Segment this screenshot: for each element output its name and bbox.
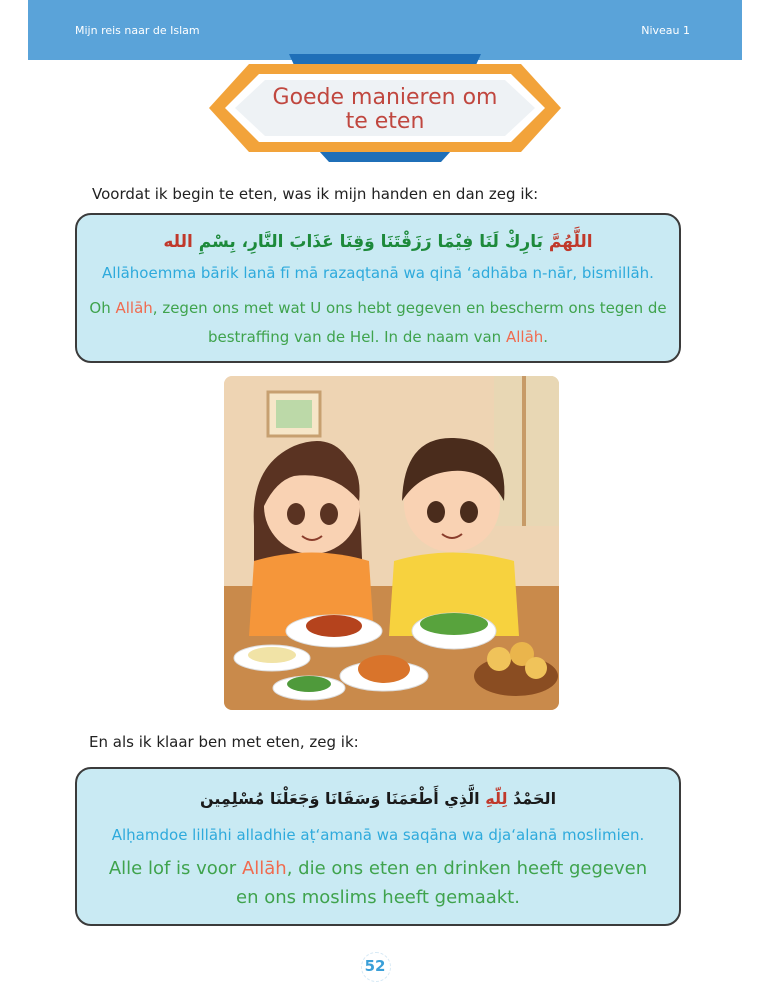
allah-word: Allāh (115, 299, 153, 317)
dua-before-translation (88, 294, 668, 352)
arabic-body: الَّذِي أَطْعَمَنَا وَسَقَانَا وَجَعَلْنَا مُسْلِمِين (199, 789, 486, 808)
arabic-lillah: لِلّهِ (485, 789, 508, 808)
book-title: Mijn reis naar de Islam (75, 24, 200, 37)
translation-text: Oh (89, 299, 116, 317)
title-line-2: te eten (345, 109, 425, 134)
allah-word: Allāh (505, 328, 544, 346)
translation-text: , die ons eten en drinken heeft gegeven en ons moslims heeft gemaakt. (236, 858, 648, 908)
level-label: Niveau 1 (641, 24, 690, 37)
dua-after-transliteration: Alḥamdoe lillāhi alladhie aṭ‘amanā wa saqāna wa dja‘alanā moslimien. (111, 826, 645, 844)
dua-after-box (75, 767, 681, 926)
translation-text: Alle lof is voor (108, 858, 242, 879)
dua-after-arabic (77, 789, 679, 808)
outro-text: En als ik klaar ben met eten, zeg ik: (89, 733, 359, 751)
allah-word: Allāh (241, 858, 287, 879)
children-eating-illustration (224, 376, 559, 710)
dua-before-transliteration: Allāhoemma bārik lanā fī mā razaqtanā wa qinā ‘adhāba n-nār, bismillāh. (102, 264, 654, 282)
arabic-alhamdu: الحَمْدُ (507, 789, 557, 808)
page-title (259, 86, 511, 134)
dua-before-arabic (77, 232, 679, 252)
arabic-body: بَارِكْ لَنَا فِيْمَا رَزَقْتَنَا وَقِنَا عَذَابَ النَّارِ، بِسْمِ (192, 232, 549, 252)
page-header (28, 0, 742, 60)
dua-after-translation (98, 854, 658, 912)
translation-text: . (543, 328, 549, 346)
page-number: 52 (355, 952, 395, 980)
arabic-allahumma: اللَّهُمَّ (548, 232, 593, 252)
title-line-1: Goede manieren om (272, 85, 498, 110)
dua-before-box (75, 213, 681, 363)
intro-text: Voordat ik begin te eten, was ik mijn handen en dan zeg ik: (92, 185, 539, 203)
arabic-allah: الله (163, 232, 193, 252)
title-banner (209, 54, 561, 162)
translation-text: , zegen ons met wat U ons hebt gegeven en bescherm ons tegen de bestraffing van de Hel. In de naam van (152, 299, 667, 346)
